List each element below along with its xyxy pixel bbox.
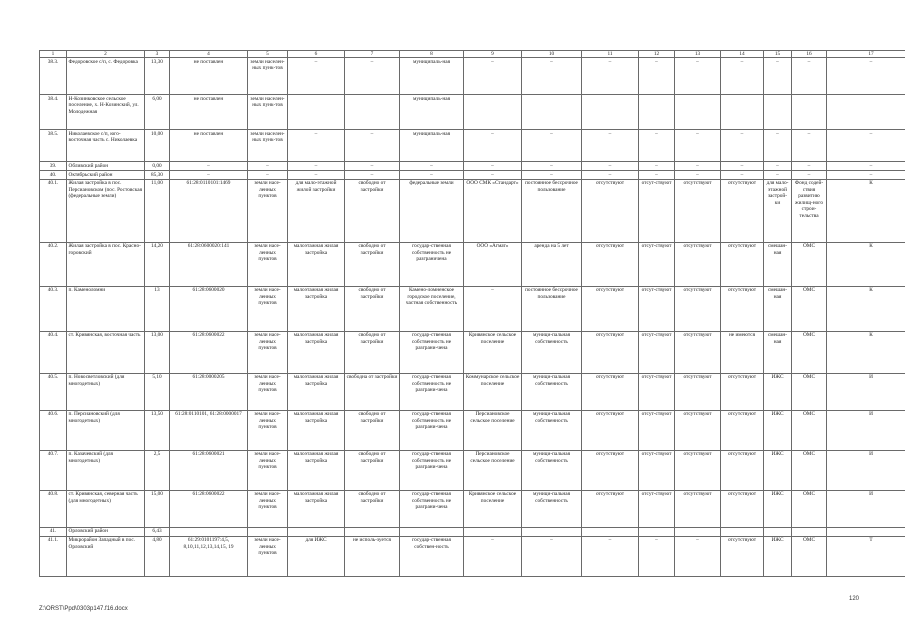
- table-cell: –: [248, 171, 288, 179]
- table-cell: отсутствуют: [675, 373, 721, 410]
- table-cell: [248, 527, 288, 536]
- table-cell: –: [639, 130, 675, 162]
- table-cell: –: [675, 130, 721, 162]
- table-cell: –: [522, 162, 582, 171]
- table-cell: не поставлен: [170, 130, 248, 162]
- table-cell: –: [792, 162, 827, 171]
- table-cell: [792, 527, 827, 536]
- table-cell: отсут-ствуют: [639, 331, 675, 373]
- table-cell: ООО «Агмат»: [464, 242, 522, 286]
- table-cell: –: [400, 171, 464, 179]
- table-cell: 38.3.: [40, 58, 67, 95]
- table-cell: не поставлен: [170, 95, 248, 130]
- table-cell: –: [464, 536, 522, 576]
- document-path: Z:\ORST\Ppd\0303p147.f16.docx: [39, 606, 128, 612]
- table-cell: 61:29:0101197:4,5, 8,10,11,12,13,14,15, 19: [170, 536, 248, 576]
- table-cell: земли насе-ленных пунктов: [248, 331, 288, 373]
- page-number: 120: [849, 596, 860, 602]
- table-cell: отсут-ствуют: [639, 450, 675, 490]
- table-cell: постоянное бессрочное пользование: [522, 179, 582, 242]
- column-number: 11: [582, 51, 639, 58]
- table-cell: отсутствуют: [721, 410, 764, 450]
- table-cell: [522, 527, 582, 536]
- table-cell: И: [827, 450, 905, 490]
- table-cell: малоэтажная жилая застройка: [288, 242, 345, 286]
- column-number: 13: [675, 51, 721, 58]
- data-table: [39, 50, 905, 577]
- table-cell: –: [827, 58, 905, 95]
- table-row: [40, 179, 905, 242]
- table-cell: малоэтажная жилая застройка: [288, 373, 345, 410]
- table-cell: [464, 95, 522, 130]
- table-cell: земли насе-ленных пунктов: [248, 373, 288, 410]
- table-cell: не имеются: [721, 331, 764, 373]
- table-cell: ИЖС: [764, 373, 792, 410]
- table-cell: государ-ственная собственность не разграни-чена: [400, 373, 464, 410]
- column-number: 2: [67, 51, 145, 58]
- table-cell: –: [345, 130, 400, 162]
- table-cell: отсутствуют: [582, 242, 639, 286]
- table-cell: отсутствуют: [721, 373, 764, 410]
- table-cell: –: [522, 130, 582, 162]
- table-cell: 5,10: [145, 373, 170, 410]
- table-cell: отсутствуют: [721, 242, 764, 286]
- table-cell: [288, 95, 345, 130]
- table-cell: –: [792, 171, 827, 179]
- table-cell: [639, 95, 675, 130]
- table-cell: –: [288, 130, 345, 162]
- table-cell: п. Казачевский (для многодетных): [67, 450, 145, 490]
- table-cell: –: [464, 171, 522, 179]
- table-cell: –: [675, 58, 721, 95]
- table-cell: –: [345, 171, 400, 179]
- table-cell: 40.7.: [40, 450, 67, 490]
- table-cell: ОМС: [792, 536, 827, 576]
- table-cell: отсутствуют: [582, 179, 639, 242]
- table-cell: земли насе-ленных пунктов: [248, 536, 288, 576]
- table-cell: 11,00: [145, 179, 170, 242]
- table-cell: земли насе-ленных пунктов: [248, 286, 288, 331]
- table-cell: ИЖС: [764, 490, 792, 527]
- table-cell: –: [582, 171, 639, 179]
- column-number: 7: [345, 51, 400, 58]
- table-cell: п. Новосветловский (для многодетных): [67, 373, 145, 410]
- table-row: [40, 171, 905, 179]
- table-cell: [345, 527, 400, 536]
- table-cell: не исполь-зуется: [345, 536, 400, 576]
- column-header-row: [40, 51, 905, 58]
- table-cell: федеральные земли: [400, 179, 464, 242]
- table-cell: Федоровское с/п, с. Федоровка: [67, 58, 145, 95]
- table-cell: государ-ственная собственность не разграни-чена: [400, 450, 464, 490]
- table-cell: отсутствуют: [675, 490, 721, 527]
- table-row: [40, 536, 905, 576]
- table-cell: –: [827, 162, 905, 171]
- table-cell: –: [764, 58, 792, 95]
- table-cell: 0,00: [145, 162, 170, 171]
- table-cell: –: [582, 162, 639, 171]
- table-cell: государ-ственная собственность не разграничена: [400, 242, 464, 286]
- table-cell: муниципаль-ная: [400, 95, 464, 130]
- table-cell: –: [721, 171, 764, 179]
- table-cell: –: [345, 58, 400, 95]
- table-cell: –: [522, 58, 582, 95]
- table-cell: отсут-ствуют: [639, 242, 675, 286]
- table-cell: –: [675, 171, 721, 179]
- table-cell: 40.4.: [40, 331, 67, 373]
- table-cell: Кривянское сельское поселение: [464, 490, 522, 527]
- table-cell: отсут-ствуют: [639, 286, 675, 331]
- table-cell: свободно от застройки: [345, 410, 400, 450]
- table-cell: отсутствуют: [582, 450, 639, 490]
- table-cell: малоэтажная жилая застройка: [288, 450, 345, 490]
- table-cell: п. Персиановский (для многодетных): [67, 410, 145, 450]
- table-cell: –: [288, 171, 345, 179]
- table-cell: –: [464, 286, 522, 331]
- table-cell: 13,00: [145, 331, 170, 373]
- table-cell: 40.6.: [40, 410, 67, 450]
- table-cell: муниципаль-ная: [400, 130, 464, 162]
- table-cell: –: [288, 162, 345, 171]
- table-cell: ИЖС: [764, 410, 792, 450]
- table-cell: отсутствуют: [675, 286, 721, 331]
- table-cell: 39.: [40, 162, 67, 171]
- table-row: [40, 130, 905, 162]
- table-cell: 4,80: [145, 536, 170, 576]
- table-cell: земли насе-ленных пунктов: [248, 410, 288, 450]
- table-cell: отсутствуют: [675, 242, 721, 286]
- table-cell: –: [522, 171, 582, 179]
- table-cell: смешан-ная: [764, 331, 792, 373]
- table-cell: муници-пальная собственность: [522, 331, 582, 373]
- table-cell: –: [639, 58, 675, 95]
- table-cell: Н-Козинковское сельское поселение, х. Н-Козинский, ул. Молодежная: [67, 95, 145, 130]
- table-cell: –: [582, 130, 639, 162]
- table-cell: отсутствуют: [582, 331, 639, 373]
- table-cell: п. Каменоломни: [67, 286, 145, 331]
- table-cell: 61:28:0600020: [170, 286, 248, 331]
- table-cell: 61:28:0600022: [170, 490, 248, 527]
- table-cell: свободно от застройки: [345, 490, 400, 527]
- table-cell: муници-пальная собственность: [522, 490, 582, 527]
- table-cell: –: [288, 58, 345, 95]
- table-cell: 40.1.: [40, 179, 67, 242]
- table-cell: –: [522, 536, 582, 576]
- column-number: 3: [145, 51, 170, 58]
- table-cell: ОМС: [792, 331, 827, 373]
- table-cell: земли населен-ных пунк-тов: [248, 95, 288, 130]
- table-cell: для ИЖС: [288, 536, 345, 576]
- table-cell: –: [464, 130, 522, 162]
- table-row: [40, 162, 905, 171]
- table-cell: [764, 95, 792, 130]
- table-cell: ОМС: [792, 410, 827, 450]
- table-cell: [582, 527, 639, 536]
- table-cell: отсутствуют: [582, 286, 639, 331]
- table-cell: отсутствуют: [675, 410, 721, 450]
- table-row: [40, 527, 905, 536]
- table-cell: 6,00: [145, 95, 170, 130]
- column-number: 6: [288, 51, 345, 58]
- column-number: 9: [464, 51, 522, 58]
- table-cell: ОМС: [792, 373, 827, 410]
- table-cell: 14,20: [145, 242, 170, 286]
- table-cell: [345, 95, 400, 130]
- table-cell: 41.: [40, 527, 67, 536]
- table-cell: 13,30: [145, 58, 170, 95]
- table-cell: малоэтажная жилая застройка: [288, 410, 345, 450]
- table-cell: ОМС: [792, 286, 827, 331]
- column-number: 16: [792, 51, 827, 58]
- table-cell: 41.1.: [40, 536, 67, 576]
- column-number: 14: [721, 51, 764, 58]
- table-cell: 40.8.: [40, 490, 67, 527]
- table-cell: 13: [145, 286, 170, 331]
- table-cell: –: [170, 171, 248, 179]
- table-cell: малоэтажная жилая застройка: [288, 490, 345, 527]
- table-cell: –: [345, 162, 400, 171]
- table-cell: [675, 95, 721, 130]
- table-cell: аренда на 5 лет: [522, 242, 582, 286]
- table-cell: отсутствуют: [721, 450, 764, 490]
- table-cell: –: [764, 130, 792, 162]
- table-cell: –: [792, 130, 827, 162]
- table-cell: Кривянское сельское поселение: [464, 331, 522, 373]
- table-cell: И: [827, 490, 905, 527]
- table-cell: [675, 527, 721, 536]
- table-cell: К: [827, 242, 905, 286]
- table-cell: свободно от застройки: [345, 242, 400, 286]
- table-cell: 61:28:0110101, 61:28:0000017: [170, 410, 248, 450]
- table-cell: 10,00: [145, 130, 170, 162]
- table-cell: –: [464, 58, 522, 95]
- table-cell: ст. Кривянская, восточная часть: [67, 331, 145, 373]
- table-cell: земли населен-ных пунк-тов: [248, 58, 288, 95]
- table-cell: [400, 527, 464, 536]
- table-cell: отсутствуют: [721, 286, 764, 331]
- table-cell: 38.5.: [40, 130, 67, 162]
- table-row: [40, 286, 905, 331]
- table-cell: малоэтажная жилая застройка: [288, 331, 345, 373]
- table-cell: –: [639, 171, 675, 179]
- table-cell: смешан-ная: [764, 242, 792, 286]
- table-cell: отсутствуют: [721, 536, 764, 576]
- table-cell: земли насе-ленных пунктов: [248, 179, 288, 242]
- column-number: 8: [400, 51, 464, 58]
- table-cell: 13,50: [145, 410, 170, 450]
- table-row: [40, 242, 905, 286]
- table-cell: Микрорайон Западный в пос. Орловский: [67, 536, 145, 576]
- table-cell: 38.4.: [40, 95, 67, 130]
- table-cell: отсут-ствуют: [639, 410, 675, 450]
- table-cell: ОМС: [792, 242, 827, 286]
- table-cell: [582, 95, 639, 130]
- column-number: 5: [248, 51, 288, 58]
- table-cell: Персиановское сельское поселение: [464, 450, 522, 490]
- table-cell: свободно от застройки: [345, 450, 400, 490]
- table-cell: 40.5.: [40, 373, 67, 410]
- table-cell: 85,30: [145, 171, 170, 179]
- table-cell: К: [827, 179, 905, 242]
- table-cell: 61:28:0000205: [170, 373, 248, 410]
- table-cell: –: [675, 162, 721, 171]
- table-cell: свободна от застройки: [345, 373, 400, 410]
- table-cell: ОМС: [792, 490, 827, 527]
- table-cell: отсут-ствуют: [639, 179, 675, 242]
- table-cell: Персиановское сельское поселение: [464, 410, 522, 450]
- column-number: 15: [764, 51, 792, 58]
- table-cell: земли насе-ленных пунктов: [248, 242, 288, 286]
- table-cell: 61:28:0600021: [170, 450, 248, 490]
- table-cell: –: [721, 58, 764, 95]
- table-cell: –: [464, 162, 522, 171]
- table-cell: государ-ственная собственность не разграни-чена: [400, 490, 464, 527]
- table-cell: [764, 527, 792, 536]
- table-cell: ИЖС: [764, 450, 792, 490]
- column-number: 17: [827, 51, 905, 58]
- table-cell: 40.2.: [40, 242, 67, 286]
- table-cell: земли населен-ных пунк-тов: [248, 130, 288, 162]
- table-cell: –: [248, 162, 288, 171]
- table-cell: –: [721, 162, 764, 171]
- table-cell: малоэтажная жилая застройка: [288, 286, 345, 331]
- table-cell: ст. Кривянская, северная часть (для многодетных): [67, 490, 145, 527]
- table-cell: земли насе-ленных пунктов: [248, 490, 288, 527]
- column-number: 12: [639, 51, 675, 58]
- table-cell: Обливский район: [67, 162, 145, 171]
- table-cell: ИЖС: [764, 536, 792, 576]
- table-cell: 61:28:0110101:1469: [170, 179, 248, 242]
- table-cell: отсутствуют: [582, 410, 639, 450]
- table-cell: свободно от застройки: [345, 179, 400, 242]
- table-cell: –: [582, 58, 639, 95]
- table-cell: [827, 527, 905, 536]
- table-cell: смешан-ная: [764, 286, 792, 331]
- table-cell: земли насе-ленных пунктов: [248, 450, 288, 490]
- table-cell: –: [764, 162, 792, 171]
- table-cell: Николаевское с/п, юго-восточная часть с. Николаевка: [67, 130, 145, 162]
- table-cell: [792, 95, 827, 130]
- table-row: [40, 410, 905, 450]
- column-number: 10: [522, 51, 582, 58]
- table-cell: для мало-этажной жилой застройки: [288, 179, 345, 242]
- table-row: [40, 373, 905, 410]
- table-cell: [170, 527, 248, 536]
- table-cell: муници-пальная собственность: [522, 373, 582, 410]
- table-cell: [639, 527, 675, 536]
- table-cell: [522, 95, 582, 130]
- table-cell: –: [827, 171, 905, 179]
- table-cell: К: [827, 286, 905, 331]
- table-cell: –: [675, 536, 721, 576]
- table-row: [40, 331, 905, 373]
- table-cell: отсутствуют: [582, 490, 639, 527]
- table-cell: ОМС: [792, 450, 827, 490]
- table-cell: отсутствуют: [675, 331, 721, 373]
- table-cell: И: [827, 373, 905, 410]
- table-cell: –: [764, 171, 792, 179]
- table-cell: И: [827, 410, 905, 450]
- table-row: [40, 490, 905, 527]
- table-cell: 6,43: [145, 527, 170, 536]
- table-cell: государ-ственная собствен-ность: [400, 536, 464, 576]
- table-cell: отсут-ствуют: [639, 490, 675, 527]
- table-cell: постоянное бессрочное пользование: [522, 286, 582, 331]
- column-number: 1: [40, 51, 67, 58]
- table-cell: –: [721, 130, 764, 162]
- table-cell: 61:28:0600022: [170, 331, 248, 373]
- table-cell: муници-пальная собственность: [522, 410, 582, 450]
- table-cell: Коммунарское сельское поселение: [464, 373, 522, 410]
- table-cell: –: [400, 162, 464, 171]
- table-cell: муници-пальная собственность: [522, 450, 582, 490]
- table-cell: государ-ственная собственность не разграни-чена: [400, 331, 464, 373]
- table-cell: 61:28:0600020:141: [170, 242, 248, 286]
- table-cell: –: [827, 130, 905, 162]
- table-cell: 2,5: [145, 450, 170, 490]
- table-cell: для мало-этажной застрой-ки: [764, 179, 792, 242]
- table-cell: муниципаль-ная: [400, 58, 464, 95]
- table-cell: отсутствуют: [675, 179, 721, 242]
- table-cell: Жилая застройка в пос. Персиановском (пос. Ростовская (федеральные земли): [67, 179, 145, 242]
- table-cell: [721, 95, 764, 130]
- table-cell: Октябрьский район: [67, 171, 145, 179]
- table-cell: свободно от застройки: [345, 286, 400, 331]
- table-row: [40, 450, 905, 490]
- table-cell: [827, 95, 905, 130]
- table-cell: Жилая застройка в пос. Красно-горовский: [67, 242, 145, 286]
- table-cell: ООО СМК «Стандарт»: [464, 179, 522, 242]
- table-cell: Камено-ломненское городское поселение, частная собственность: [400, 286, 464, 331]
- table-cell: Орловский район: [67, 527, 145, 536]
- table-cell: –: [639, 162, 675, 171]
- table-cell: отсутствуют: [582, 373, 639, 410]
- table-cell: Фонд содей-ствия развитию жилищ-ного строи-тельства: [792, 179, 827, 242]
- table-cell: –: [582, 536, 639, 576]
- table-cell: не поставлен: [170, 58, 248, 95]
- table-row: [40, 58, 905, 95]
- table-cell: Т: [827, 536, 905, 576]
- table-cell: К: [827, 331, 905, 373]
- table-cell: [288, 527, 345, 536]
- table-cell: –: [792, 58, 827, 95]
- table-cell: –: [170, 162, 248, 171]
- table-cell: отсутствуют: [675, 450, 721, 490]
- column-number: 4: [170, 51, 248, 58]
- table-row: [40, 95, 905, 130]
- table-cell: [721, 527, 764, 536]
- table-cell: свободно от застройки: [345, 331, 400, 373]
- table-cell: 40.: [40, 171, 67, 179]
- table-cell: 40.3.: [40, 286, 67, 331]
- table-cell: государ-ственная собственность не разграни-чена: [400, 410, 464, 450]
- table-cell: 15,00: [145, 490, 170, 527]
- table-cell: отсутствуют: [721, 179, 764, 242]
- table-cell: отсутствуют: [721, 490, 764, 527]
- table-cell: отсут-ствуют: [639, 373, 675, 410]
- table-cell: [464, 527, 522, 536]
- table-cell: –: [639, 536, 675, 576]
